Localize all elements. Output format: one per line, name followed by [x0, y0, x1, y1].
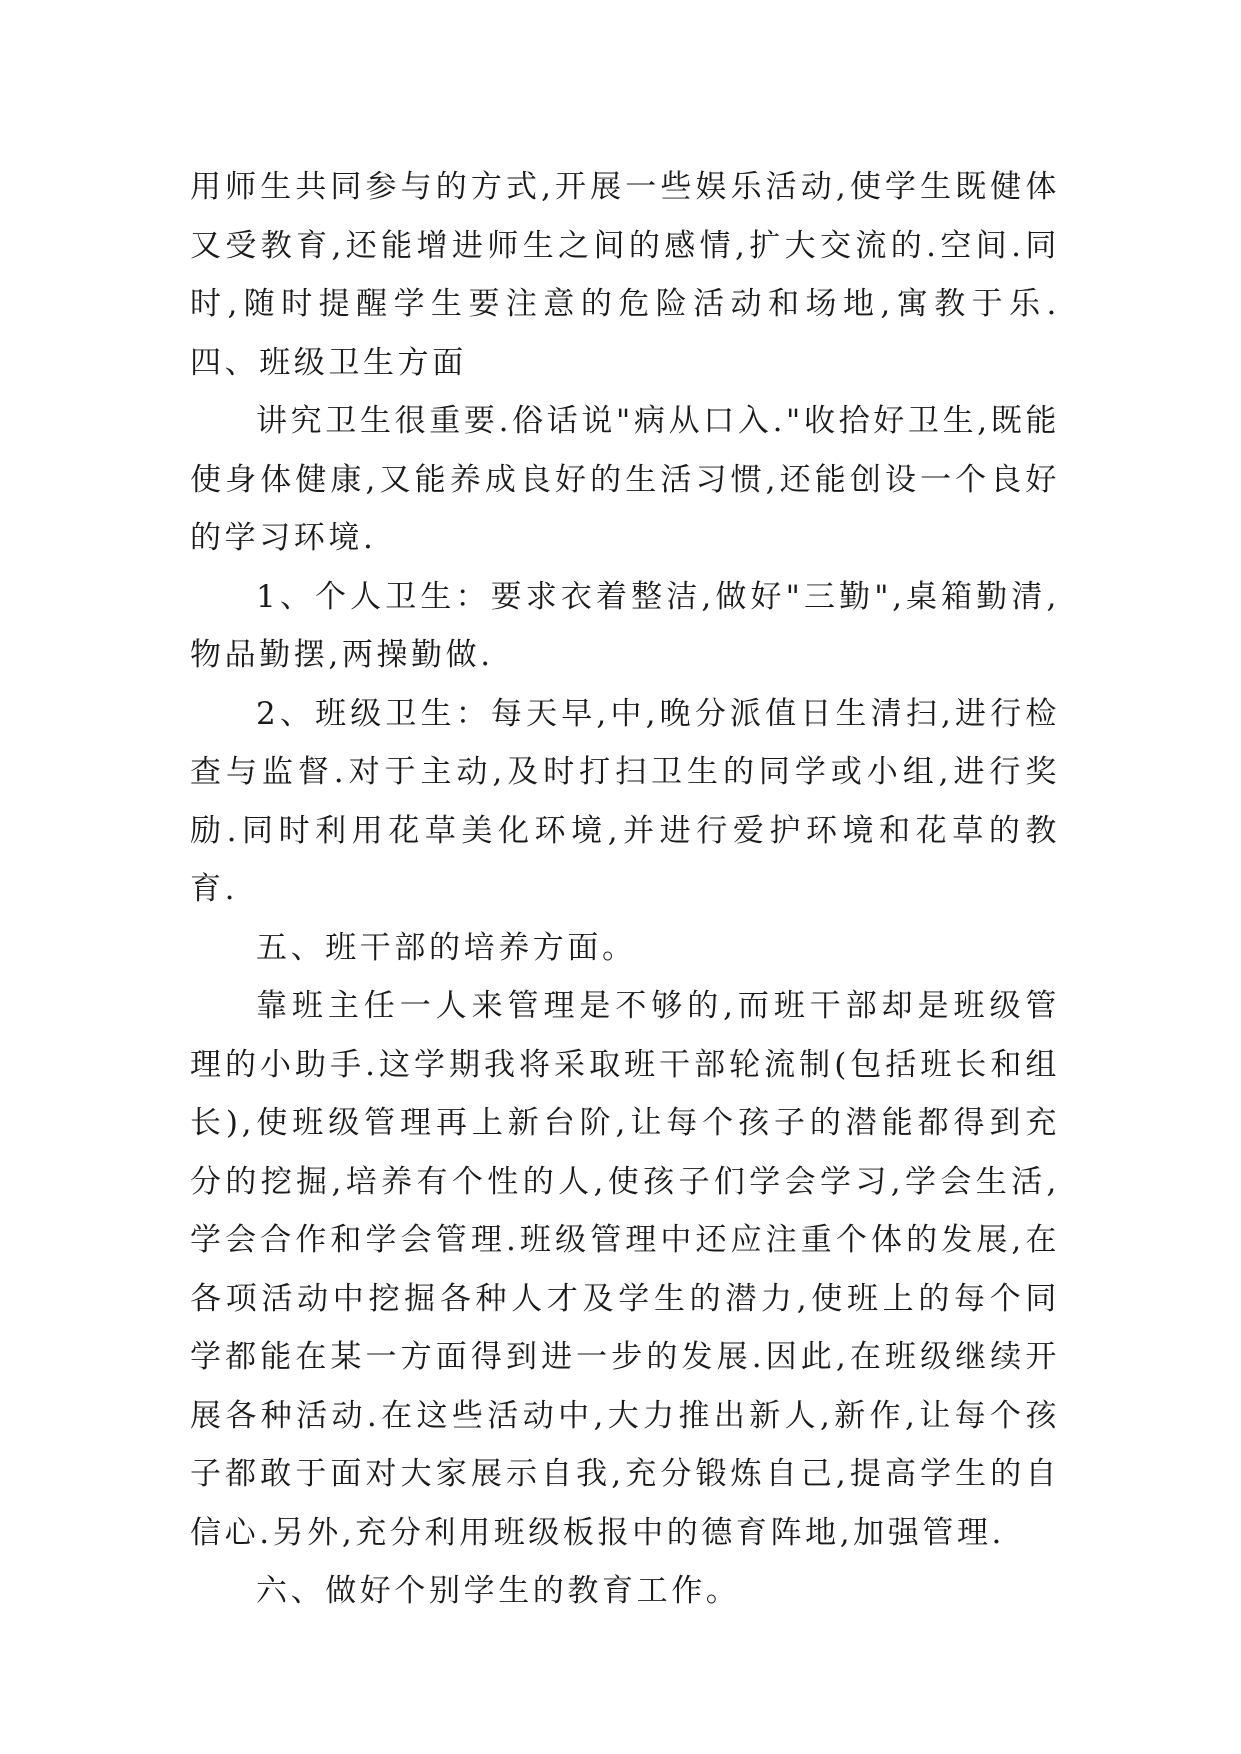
paragraph: 1、个人卫生：要求衣着整洁,做好"三勤",桌箱勤清,物品勤摆,两操勤做. [190, 578, 1060, 673]
paragraph: 2、班级卫生：每天早,中,晚分派值日生清扫,进行检查与监督.对于主动,及时打扫卫生的同学或小组,进行奖励.同时利用花草美化环境,并进行爱护环境和花草的教育. [190, 695, 1060, 907]
section-heading: 六、做好个别学生的教育工作。 [256, 1573, 741, 1609]
section-heading: 五、班干部的培养方面。 [256, 929, 637, 966]
paragraph: 靠班主任一人来管理是不够的,而班干部却是班级管理的小助手.这学期我将采取班干部轮流制(包括班长和组长),使班级管理再上新台阶,让每个孩子的潜能都得到充分的挖掘,培养有个性的人,使孩子们学会学习,学会生活,学会合作和学会管理.班级管理中还应注重个体的发展,在各项活动中挖掘各种人才及学生的潜力,使班上的每个同学都能在某一方面得到进一步的发展.因此,在班级继续开展各种活动.在这些活动中,大力推出新人,新作,让每个孩子都敢于面对大家展示自我,充分锻炼自己,提高学生的自信心.另外,充分利用班级板报中的德育阵地,加强管理. [190, 988, 1060, 1551]
paragraph: 用师生共同参与的方式,开展一些娱乐活动,使学生既健体又受教育,还能增进师生之间的感情,扩大交流的.空间.同时,随时提醒学生要注意的危险活动和场地,寓教于乐.四、班级卫生方面 [190, 169, 1060, 381]
paragraph: 讲究卫生很重要.俗话说"病从口入."收拾好卫生,既能使身体健康,又能养成良好的生活习惯,还能创设一个良好的学习环境. [190, 403, 1060, 556]
document-body [190, 158, 1060, 1621]
